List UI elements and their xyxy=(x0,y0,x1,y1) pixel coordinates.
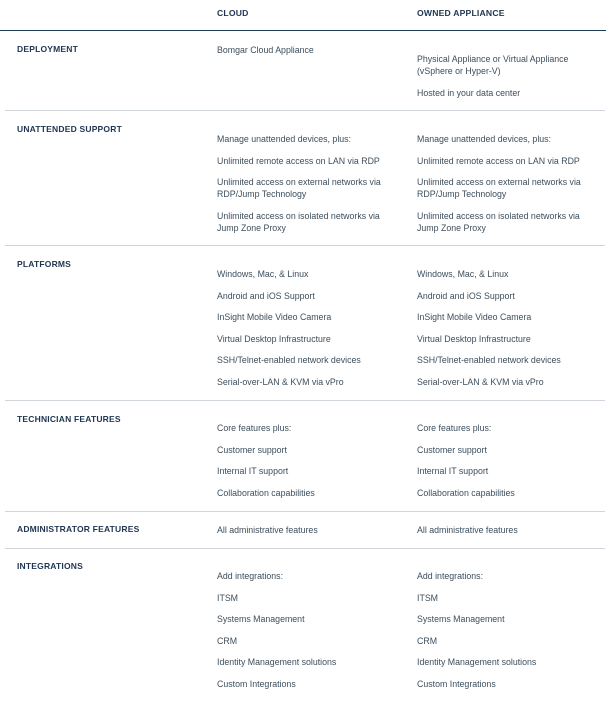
list-item: All administrative features xyxy=(217,525,318,535)
list-item: InSight Mobile Video Camera xyxy=(217,312,332,322)
section-label: PLATFORMS xyxy=(17,259,72,269)
cloud-column xyxy=(217,268,397,388)
list-item: Custom Integrations xyxy=(217,678,296,689)
owned-column xyxy=(417,133,597,234)
list-item: Serial-over-LAN & KVM via vPro xyxy=(417,376,544,387)
list-item: Virtual Desktop Infrastructure xyxy=(417,333,531,344)
list-item: Collaboration capabilities xyxy=(417,487,515,498)
cloud-column xyxy=(217,570,397,690)
list-item: Identity Management solutions xyxy=(217,657,337,667)
section-platforms xyxy=(5,246,605,401)
list-item: ITSM xyxy=(217,592,239,603)
list-item: Unlimited access on isolated networks via Jump Zone Proxy xyxy=(417,210,580,233)
section-label: DEPLOYMENT xyxy=(17,44,79,54)
list-item: Unlimited access on isolated networks via Jump Zone Proxy xyxy=(217,210,380,233)
section-integrations xyxy=(5,549,605,705)
cloud-column xyxy=(217,422,397,499)
list-item: Identity Management solutions xyxy=(417,657,537,667)
column-header-owned-appliance: OWNED APPLIANCE xyxy=(417,8,505,18)
list-item: Customer support xyxy=(217,444,287,455)
list-item: Unlimited access on external networks via RDP/Jump Technology xyxy=(417,177,581,199)
list-item: CRM xyxy=(417,635,438,646)
list-item: CRM xyxy=(217,635,238,646)
list-item: Physical Appliance or Virtual Appliance (vSphere or Hyper-V) xyxy=(417,54,569,76)
list-item: Unlimited remote access on LAN via RDP xyxy=(417,155,580,166)
list-item: SSH/Telnet-enabled network devices xyxy=(217,355,361,365)
list-item: SSH/Telnet-enabled network devices xyxy=(417,355,561,365)
list-item: Unlimited access on external networks via RDP/Jump Technology xyxy=(217,177,381,199)
list-item: Internal IT support xyxy=(217,466,289,476)
list-item: Add integrations: xyxy=(217,571,284,581)
owned-column xyxy=(417,53,597,99)
list-item: Virtual Desktop Infrastructure xyxy=(217,333,331,344)
owned-column xyxy=(417,422,597,499)
list-item: Bomgar Cloud Appliance xyxy=(217,45,314,55)
column-header-cloud: CLOUD xyxy=(217,8,249,18)
cloud-column xyxy=(217,524,397,536)
list-item: ITSM xyxy=(417,592,439,603)
list-item: Manage unattended devices, plus: xyxy=(417,134,552,144)
section-technician-features xyxy=(5,401,605,512)
list-item: Internal IT support xyxy=(417,466,489,476)
list-item: Hosted in your data center xyxy=(417,87,521,98)
list-item: Manage unattended devices, plus: xyxy=(217,134,352,144)
list-item: Customer support xyxy=(417,444,487,455)
table-header xyxy=(0,0,606,31)
list-item: Unlimited remote access on LAN via RDP xyxy=(217,155,380,166)
section-deployment xyxy=(5,31,605,111)
list-item: Collaboration capabilities xyxy=(217,487,315,498)
section-unattended-support xyxy=(5,111,605,246)
list-item: Add integrations: xyxy=(417,571,484,581)
list-item: Windows, Mac, & Linux xyxy=(417,269,509,279)
list-item: Custom Integrations xyxy=(417,678,496,689)
list-item: Android and iOS Support xyxy=(217,290,315,301)
cloud-column xyxy=(217,44,397,56)
owned-column xyxy=(417,268,597,388)
list-item: Systems Management xyxy=(217,614,305,624)
list-item: All administrative features xyxy=(417,525,518,535)
section-administrator-features xyxy=(5,512,605,549)
owned-column xyxy=(417,570,597,690)
owned-column xyxy=(417,524,597,536)
cloud-column xyxy=(217,133,397,234)
list-item: Systems Management xyxy=(417,614,505,624)
list-item: InSight Mobile Video Camera xyxy=(417,312,532,322)
list-item: Windows, Mac, & Linux xyxy=(217,269,309,279)
list-item: Android and iOS Support xyxy=(417,290,515,301)
list-item: Core features plus: xyxy=(417,423,492,433)
list-item: Core features plus: xyxy=(217,423,292,433)
section-label: ADMINISTRATOR FEATURES xyxy=(17,524,140,534)
section-label: INTEGRATIONS xyxy=(17,561,83,571)
list-item: Serial-over-LAN & KVM via vPro xyxy=(217,376,344,387)
section-label: UNATTENDED SUPPORT xyxy=(17,124,122,134)
section-label: TECHNICIAN FEATURES xyxy=(17,414,121,424)
